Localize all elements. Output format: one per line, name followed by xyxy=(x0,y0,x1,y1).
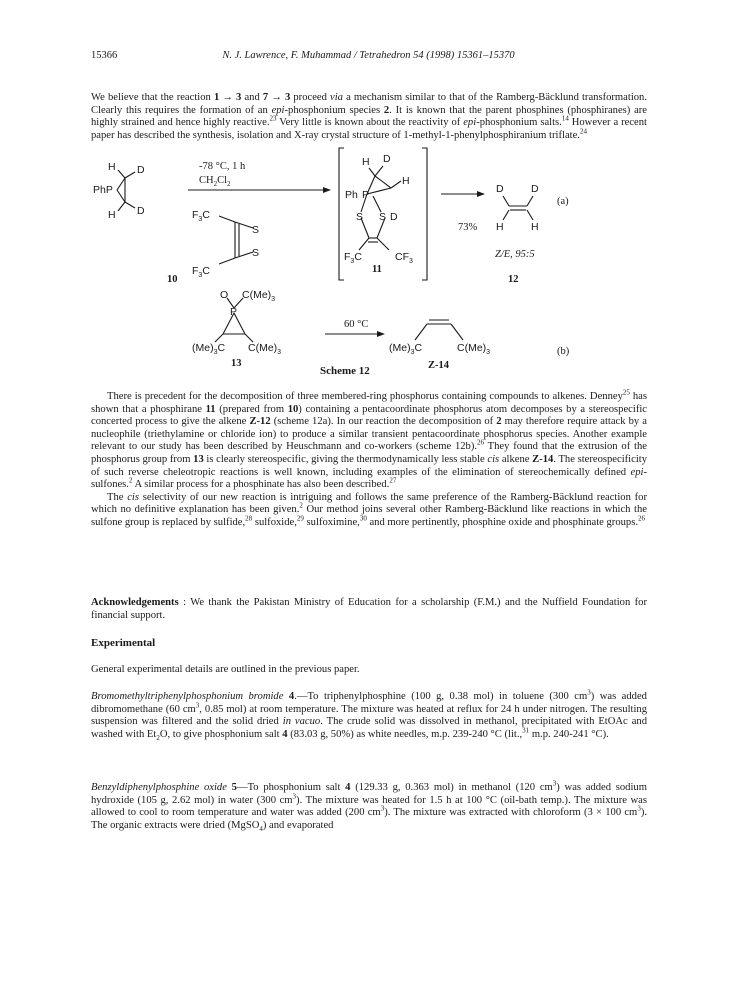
group-cf3: $CF_3$ xyxy=(395,251,413,265)
italic-text: epi xyxy=(463,117,477,129)
compound-ref: 4 xyxy=(345,782,351,793)
atom-d: D xyxy=(390,211,398,223)
page-number: 15366 xyxy=(91,50,118,61)
compound-ref: 1 xyxy=(213,92,220,103)
compound-10-structure xyxy=(117,170,135,211)
section-heading: Experimental xyxy=(91,637,156,649)
text: m.p. 240-241 °C). xyxy=(529,728,609,740)
italic-text: via xyxy=(330,92,343,103)
text: There is precedent for the decomposition of three membered-ring phosphorus containing compounds to alkenes. Denney xyxy=(107,391,623,402)
text: Our method joins several other Ramberg-Bäcklund like reactions in which the sulfone group is replaced by sulfide, xyxy=(91,504,647,528)
italic-text: epi xyxy=(271,104,285,116)
citation: 14 xyxy=(561,114,569,123)
atom-h: H xyxy=(108,161,116,173)
reaction-arrow-b xyxy=(325,331,385,337)
text: -phosphonium salts. xyxy=(476,117,562,129)
text: -sulfones. xyxy=(91,466,647,491)
group-f3c: $F_3C$ xyxy=(192,265,210,279)
experimental-heading xyxy=(91,637,647,650)
text: is clearly stereospecific, giving the thermodynamically less stable xyxy=(203,453,488,465)
text: -phosphonium species xyxy=(284,104,384,116)
conditions-solvent: $CH_2Cl_2$ xyxy=(199,175,231,188)
text: , 0.85 mol) at room temperature. The mixture was heated at reflux for 24 h under nitrogen. The resulting suspension was filtered and the solid dried xyxy=(91,703,647,728)
italic-text: epi xyxy=(630,466,644,478)
atom-s: S xyxy=(356,211,364,223)
scheme-label-a: (a) xyxy=(557,196,569,207)
atom-h: H xyxy=(108,209,116,221)
text: . The stereospecificity of such reverse cheleotropic reactions is well known, including examples of the elimination of stereochemically defined xyxy=(91,453,648,478)
text: O, to give phosphonium salt xyxy=(159,728,283,740)
compound-name: Benzyldiphenylphosphine oxide xyxy=(91,782,227,793)
text: (scheme 12a). In our reaction the decomposition of xyxy=(270,416,497,428)
compound-name: Bromomethyltriphenylphosphonium bromide xyxy=(91,691,284,702)
text: may therefore require attack by a nucleophile (triethylamine or chloride ion) to produce a similar transient pentacoordinate phosphorus species. Another example relevant to our study has been described by Heuschmann and co-workers (scheme 12b). xyxy=(91,416,647,453)
compound-label-10: 10 xyxy=(167,274,178,285)
citation: 26 xyxy=(477,438,485,447)
bracket-right xyxy=(422,148,427,280)
citation: 26 xyxy=(638,514,645,523)
scheme-title: Scheme 12 xyxy=(320,365,370,377)
text: However a recent paper has described the synthesis, isolation and X-ray crystal structure of 1-methyl-1-phenylphosphiranium triflate. xyxy=(91,117,647,141)
atom-o: O xyxy=(220,289,229,301)
atom-php: PhP xyxy=(93,184,113,196)
text: a mechanism similar to that of the Ramberg-Bäcklund transformation. Clearly this requires the formation of an xyxy=(91,92,648,116)
text: ). The mixture was heated for 1.5 h at 100 °C (oil-bath temp.). The mixture was allowed to cool to room temperature and water was added (200 cm xyxy=(91,794,648,819)
text: selectivity of our new reaction is intriguing and follows the same preference of the Ramberg-Bäcklund reaction for which no definitive explanation has been given. xyxy=(91,491,647,516)
compound-ref: 5 xyxy=(226,782,237,793)
citation: 30 xyxy=(359,514,367,523)
compound-ref: 2 xyxy=(383,104,390,116)
running-header xyxy=(91,50,646,64)
group-cme3: $C(Me)_3$ xyxy=(242,289,276,303)
atom-h: H xyxy=(362,156,370,168)
text: proceed xyxy=(290,92,331,103)
reaction-arrow-a1 xyxy=(188,187,331,193)
citation: 23 xyxy=(269,114,277,123)
group-me3c: $(Me)_3C$ xyxy=(192,342,226,356)
text: A similar process for a phosphinate has also been described. xyxy=(132,479,390,491)
acknowledgements-text: : We thank the Pakistan Ministry of Education for a scholarship (F.M.) and the Nuffield Foundation for financial support. xyxy=(91,597,647,621)
italic-text: cis xyxy=(127,491,139,503)
citation: 24 xyxy=(579,127,587,136)
scheme-label-b: (b) xyxy=(557,346,570,357)
dithiete-structure xyxy=(219,216,253,264)
text: .—To triphenylphosphine (100 g, 0.38 mol) in toluene (300 cm xyxy=(294,691,588,702)
citation: 25 xyxy=(622,388,630,397)
compound-ref: 13 xyxy=(193,453,204,465)
group-cme3: $C(Me)_3$ xyxy=(248,342,282,356)
text: alkene xyxy=(499,453,533,465)
text: We believe that the reaction xyxy=(91,92,214,103)
compound-12-structure xyxy=(503,196,533,220)
atom-d: D xyxy=(137,205,145,217)
group-f3c: $F_3C$ xyxy=(344,251,362,265)
compound-ref: 4 xyxy=(283,691,295,702)
atom-d: D xyxy=(383,153,391,165)
compound-11-structure xyxy=(359,166,401,250)
text: (129.33 g, 0.363 mol) in methanol (120 cm xyxy=(350,782,553,793)
text: ) was added sodium hydroxide (105 g, 2.62 mol) in water (300 cm xyxy=(91,782,647,806)
text: ) was added dibromomethane (60 cm xyxy=(91,691,647,715)
running-title: N. J. Lawrence, F. Muhammad / Tetrahedron 54 (1998) 15361–15370 xyxy=(222,50,515,61)
text: sulfoxide, xyxy=(252,516,297,528)
ratio-text: Z/E, 95:5 xyxy=(495,249,535,260)
compound-ref: 2 xyxy=(496,416,502,428)
paragraph-mechanism xyxy=(91,92,647,142)
compound-ref: 11 xyxy=(205,403,216,415)
compound-ref: 3 xyxy=(284,92,291,103)
citation: 28 xyxy=(245,514,253,523)
compound-label-13: 13 xyxy=(231,358,242,369)
conditions-temperature: -78 °C, 1 h xyxy=(199,161,246,172)
acknowledgements-label: Acknowledgements xyxy=(91,597,179,608)
preparation-5: Benzyldiphenylphosphine oxide 5—To phosphonium salt 4 (129.33 g, 0.363 mol) in methanol (120 $cm^3$) was added sodium hydroxide (105 g, 2.62 mol) in water (300 $cm^3$). The mixture was heated for 1.5 h at 100 °C (oil-bath temp.). The mixture was allowed to cool to room temperature and water was added (200 $cm^3$). The mixture was extracted with chloroform (3 × 100 $cm^3$). The organic extracts were dried (MgSO$_4$) and evaporated xyxy=(91,779,648,833)
compound-ref: 3 xyxy=(236,92,242,103)
conditions-b: 60 °C xyxy=(344,319,369,330)
yield-text: 73% xyxy=(458,222,478,233)
text: (83.03 g, 50%) as white needles, m.p. 239-240 °C (lit., xyxy=(287,728,523,740)
atom-ph: Ph xyxy=(345,189,358,201)
scheme-drawing xyxy=(91,146,647,386)
atom-d: D xyxy=(531,183,539,195)
arrow-text: → xyxy=(268,92,285,103)
experimental-general xyxy=(91,664,647,677)
acknowledgements xyxy=(91,597,647,622)
text: sulfoximine, xyxy=(303,516,360,528)
text: They found that the extrusion of the phosphorus group from xyxy=(91,441,647,465)
group-f3c: $F_3C$ xyxy=(192,209,210,223)
text: ). The mixture was extracted with chloroform (3 × 100 cm xyxy=(384,807,638,819)
compound-ref: 10 xyxy=(287,403,299,415)
group-cme3: $C(Me)_3$ xyxy=(457,342,491,356)
atom-h: H xyxy=(531,221,539,233)
arrow-text: → xyxy=(219,92,237,103)
text: ) and evaporated xyxy=(262,819,334,831)
citation: 2 xyxy=(299,501,303,510)
compound-ref: Z-14 xyxy=(532,453,554,465)
citation: 31 xyxy=(522,726,530,735)
compound-ref: Z-12 xyxy=(249,416,271,428)
paragraph-precedent xyxy=(91,388,648,530)
atom-d: D xyxy=(137,164,145,176)
text: has shown that a phosphirane xyxy=(91,391,647,415)
atom-s: S xyxy=(379,211,387,223)
text: . It is known that the parent phosphines (phosphiranes) are highly strained and hence highly reactive. xyxy=(91,104,648,129)
text: (prepared from xyxy=(215,403,288,415)
citation: 29 xyxy=(296,514,304,523)
italic-text: in vacuo xyxy=(282,716,321,728)
scheme-12 xyxy=(91,146,647,386)
compound-label-12: 12 xyxy=(508,274,519,285)
compound-13-structure xyxy=(215,298,253,342)
atom-h: H xyxy=(402,175,410,187)
atom-d: D xyxy=(496,183,504,195)
atom-p: P xyxy=(230,306,238,318)
compound-label-14: Z-14 xyxy=(428,360,449,371)
preparation-4: Bromomethyltriphenylphosphonium bromide 4.—To triphenylphosphine (100 g, 0.38 mol) in toluene (300 $cm^3$) was added dibromomethane (60 $cm^3$, 0.85 mol) at room temperature. The mixture was heated at reflux for 24 h under nitrogen. The resulting suspension was filtered and the solid dried in vacuo. The crude solid was dissolved in methanol, precipitated with EtOAc and washed with $Et_2O$, to give phosphonium salt 4 (83.03 g, 50%) as white needles, m.p. 239-240 °C (lit.,$^{31}$ m.p. 240-241 °C). xyxy=(91,688,647,742)
text: . The crude solid was dissolved in methanol, precipitated with EtOAc and washed with Et xyxy=(91,716,647,740)
compound-label-11: 11 xyxy=(372,264,382,275)
group-me3c: $(Me)_3C$ xyxy=(389,342,423,356)
text: General experimental details are outlined in the previous paper. xyxy=(91,664,360,675)
text: ) containing a pentacoordinate phosphorus atom decomposes by a stereospecific concerted process to give the alkene xyxy=(91,403,647,428)
text: The xyxy=(107,491,128,503)
atom-p: P xyxy=(362,189,370,201)
text: —To phosphonium salt xyxy=(236,782,346,793)
compound-ref: 4 xyxy=(282,728,288,740)
compound-14-structure xyxy=(415,320,463,340)
reaction-arrow-a2 xyxy=(441,191,485,197)
compound-ref: 7 xyxy=(262,92,269,103)
text: Very little is known about the reactivity of xyxy=(276,117,464,129)
citation: 2 xyxy=(128,476,133,485)
text: and xyxy=(241,92,263,103)
text: ). The organic extracts were dried (MgSO xyxy=(91,807,647,831)
atom-h: H xyxy=(496,221,504,233)
italic-text: cis xyxy=(487,453,500,465)
atom-s: S xyxy=(252,224,260,236)
citation: 27 xyxy=(389,476,397,485)
atom-s: S xyxy=(252,247,260,259)
text: and more pertinently, phosphine oxide and phosphinate groups. xyxy=(366,516,638,528)
